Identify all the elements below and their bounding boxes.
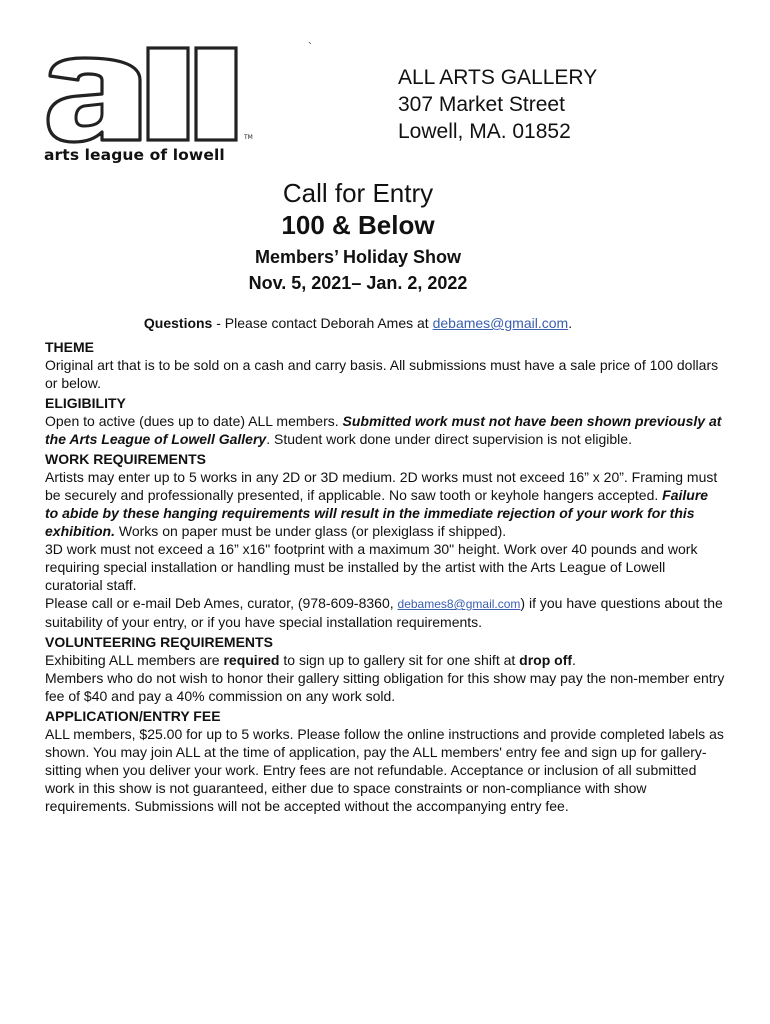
gallery-city: Lowell, MA. 01852 <box>398 120 571 143</box>
work-contact-paragraph: Please call or e-mail Deb Ames, curator, (978-609-8360, debames8@gmail.com) if you have questions about the suitability of your entry, or if you have special installation requirements. <box>45 595 723 630</box>
volunteer-fee-paragraph: Members who do not wish to honor their gallery sitting obligation for this show may pay the non-member entry fee of $40 and pay a 40% commission on any work sold. <box>45 670 725 704</box>
questions-label: Questions <box>143 315 213 331</box>
questions-text: - Please contact Deborah Ames at <box>212 315 433 331</box>
work-3d-paragraph: 3D work must not exceed a 16” x16" footprint with a maximum 30" height. Work over 40 pounds and work requiring special installation or handling must be installed by the artist with the Arts League of Lowell curatorial staff. <box>45 541 698 593</box>
fee-heading: APPLICATION/ENTRY FEE <box>45 708 221 724</box>
tick-mark: ` <box>308 40 312 54</box>
logo-text: arts league of lowell <box>44 146 225 164</box>
show-title: 100 & Below <box>281 210 435 240</box>
volunteer-paragraph: Exhibiting ALL members are required to sign up to gallery sit for one shift at drop off. <box>45 652 576 668</box>
theme-heading: THEME <box>45 339 94 355</box>
call-for-entry: Call for Entry <box>282 178 434 208</box>
gallery-address <box>398 64 597 145</box>
questions-line: Questions - Please contact Deborah Ames at debames@gmail.com. <box>143 315 573 331</box>
eligibility-heading: ELIGIBILITY <box>45 395 126 411</box>
volunteer-heading: VOLUNTEERING REQUIREMENTS <box>45 634 273 650</box>
all-letters-mark <box>44 46 254 146</box>
gallery-street: 307 Market Street <box>398 93 565 116</box>
show-subtitle: Members’ Holiday Show <box>254 247 462 267</box>
arts-league-logo <box>44 46 254 170</box>
contact-email-link[interactable]: debames@gmail.com <box>432 315 569 331</box>
curator-email-link[interactable]: debames8@gmail.com <box>397 597 521 611</box>
work-warning: Failure to abide by these hanging requirements will result in the immediate rejection of your work for this exhibition. <box>45 487 709 539</box>
gallery-name: ALL ARTS GALLERY <box>398 66 598 89</box>
theme-body: Original art that is to be sold on a cash and carry basis. All submissions must have a sale price of 100 dollars or below. <box>45 357 719 391</box>
eligibility-body: Open to active (dues up to date) ALL members. Submitted work must not have been shown previously at the Arts League of Lowell Gallery. Student work done under direct supervision is not eligible. <box>45 413 722 447</box>
trademark-symbol: TM <box>244 134 253 141</box>
document-body <box>45 336 725 815</box>
work-heading: WORK REQUIREMENTS <box>45 451 206 467</box>
eligibility-emphasis: Submitted work must not have been shown previously at the Arts League of Lowell Gallery <box>45 413 722 447</box>
fee-paragraph: ALL members, $25.00 for up to 5 works. Please follow the online instructions and provide completed labels as shown. You may join ALL at the time of application, pay the ALL members' entry fee and sign up for gallery-sitting when you deliver your work. Entry fees are not refundable. Acceptance or inclusion of all submitted work in this show is not guaranteed, either due to space constraints or non-compliance with show requirements. Submissions will not be accepted without the accompanying entry fee. <box>45 726 724 814</box>
show-dates: Nov. 5, 2021– Jan. 2, 2022 <box>248 273 468 293</box>
work-2d-paragraph: Artists may enter up to 5 works in any 2D or 3D medium. 2D works must not exceed 16” x 20”. Framing must be securely and professionally presented, if applicable. No saw tooth or keyhole hangers accepted. Failure to abide by these hanging requirements will result in the immediate rejection of your work for this exhibition. Works on paper must be under glass (or plexiglass if shipped). <box>45 469 718 539</box>
